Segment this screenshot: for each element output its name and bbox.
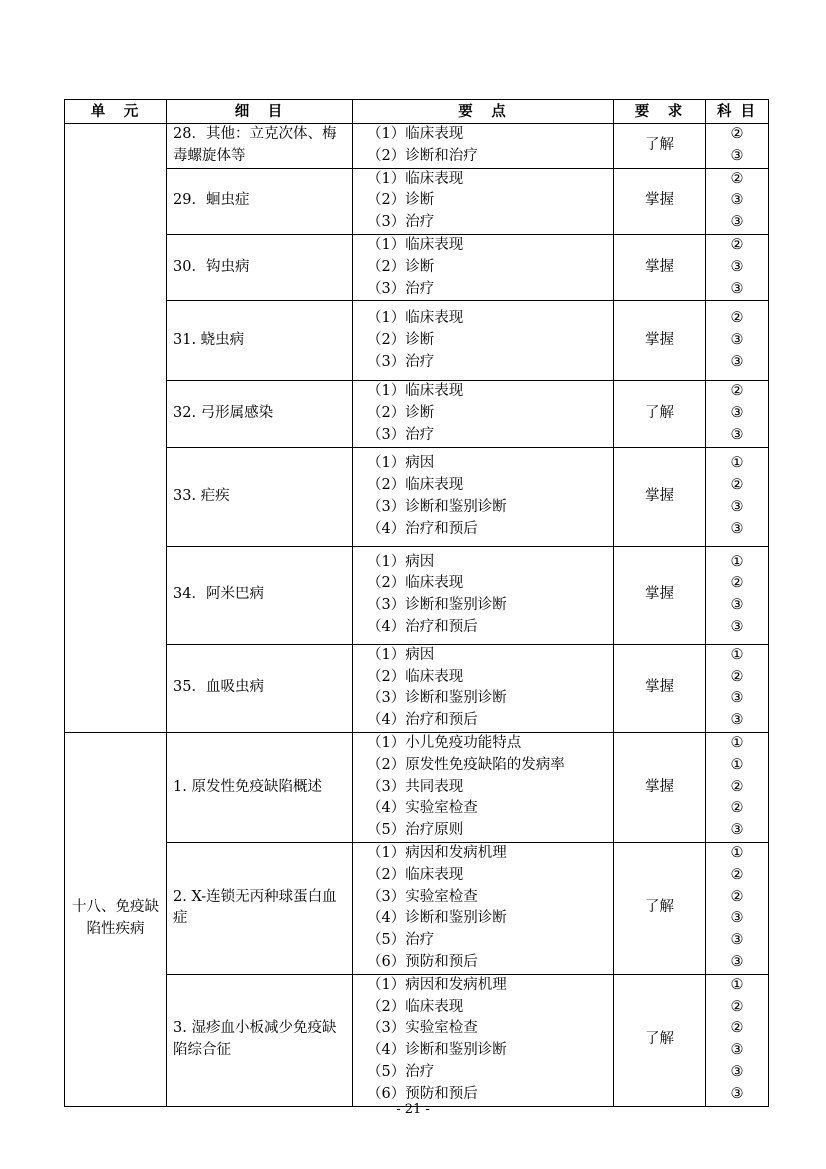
subject-mark: ②: [730, 236, 744, 253]
point-line: （2）临床表现: [367, 668, 464, 685]
subject-mark: ③: [730, 597, 744, 614]
point-line: （2）诊断: [367, 405, 435, 422]
subject-cell: [706, 974, 769, 1106]
points-cell: [353, 447, 614, 546]
item-cell: 33. 疟疾: [167, 447, 353, 546]
subject-mark: ③: [730, 953, 744, 970]
item-cell: 35．血吸虫病: [167, 644, 353, 732]
requirement-cell: 掌握: [614, 644, 706, 732]
table-row: [65, 644, 769, 732]
point-line: （4）治疗和预后: [367, 619, 478, 636]
subject-mark: ③: [730, 932, 744, 949]
point-line: （1）临床表现: [367, 310, 464, 327]
subject-cell: [706, 168, 769, 234]
subject-mark: ③: [730, 619, 744, 636]
unit-cell: [65, 124, 167, 733]
points-cell: [353, 732, 614, 842]
subject-mark: ②: [730, 778, 744, 795]
subject-mark: ③: [730, 192, 744, 209]
table-row: [65, 168, 769, 234]
subject-cell: [706, 381, 769, 447]
points-cell: [353, 168, 614, 234]
subject-mark: ②: [730, 668, 744, 685]
point-line: （1）病因和发病机理: [367, 976, 507, 993]
subject-mark: ②: [730, 1020, 744, 1037]
requirement-cell: 掌握: [614, 546, 706, 644]
point-line: （4）实验室检查: [367, 800, 478, 817]
subject-mark: ③: [730, 910, 744, 927]
requirement-cell: 了解: [614, 381, 706, 447]
unit-cell: 十八、免疫缺陷性疾病: [65, 732, 167, 1106]
point-line: （2）诊断: [367, 331, 435, 348]
points-cell: [353, 842, 614, 974]
subject-cell: [706, 447, 769, 546]
item-cell: 3. 湿疹血小板减少免疫缺陷综合征: [167, 974, 353, 1106]
table-row: [65, 732, 769, 842]
point-line: （5）治疗: [367, 932, 435, 949]
header-item: 细 目: [167, 100, 353, 124]
subject-mark: ③: [730, 520, 744, 537]
point-line: （1）病因和发病机理: [367, 844, 507, 861]
point-line: （3）共同表现: [367, 778, 464, 795]
requirement-cell: 掌握: [614, 301, 706, 381]
subject-mark: ①: [730, 734, 744, 751]
subject-mark: ②: [730, 126, 744, 142]
requirement-cell: 了解: [614, 974, 706, 1106]
header-requirement: 要 求: [614, 100, 706, 124]
points-cell: [353, 124, 614, 169]
table-row: [65, 124, 769, 169]
header-unit: 单 元: [65, 100, 167, 124]
subject-mark: ②: [730, 575, 744, 592]
point-line: （4）治疗和预后: [367, 520, 478, 537]
subject-mark: ②: [730, 383, 744, 400]
subject-mark: ①: [730, 553, 744, 570]
subject-mark: ②: [730, 800, 744, 817]
syllabus-table: [64, 99, 769, 1107]
point-line: （2）临床表现: [367, 866, 464, 883]
points-cell: [353, 381, 614, 447]
point-line: （5）治疗原则: [367, 822, 464, 839]
point-line: （1）病因: [367, 646, 435, 663]
point-line: （2）临床表现: [367, 998, 464, 1015]
subject-mark: ③: [730, 147, 744, 164]
table-row: [65, 842, 769, 974]
point-line: （3）治疗: [367, 280, 435, 297]
subject-cell: [706, 732, 769, 842]
point-line: （1）临床表现: [367, 126, 464, 142]
point-line: （1）病因: [367, 553, 435, 570]
item-cell: 28．其他：立克次体、梅毒螺旋体等: [167, 124, 353, 169]
point-line: （6）预防和预后: [367, 1085, 478, 1102]
table-row: [65, 447, 769, 546]
subject-mark: ②: [730, 866, 744, 883]
header-subject: 科 目: [706, 100, 769, 124]
point-line: （3）治疗: [367, 353, 435, 370]
point-line: （1）临床表现: [367, 236, 464, 253]
point-line: （3）实验室检查: [367, 888, 478, 905]
subject-mark: ②: [730, 170, 744, 187]
subject-mark: ②: [730, 476, 744, 493]
table-header-row: [65, 100, 769, 124]
table-row: [65, 381, 769, 447]
point-line: （5）治疗: [367, 1063, 435, 1080]
requirement-cell: 掌握: [614, 732, 706, 842]
item-cell: 1. 原发性免疫缺陷概述: [167, 732, 353, 842]
subject-mark: ①: [730, 976, 744, 993]
point-line: （1）小儿免疫功能特点: [367, 734, 522, 751]
subject-cell: [706, 234, 769, 300]
subject-mark: ③: [730, 1085, 744, 1102]
subject-mark: ③: [730, 498, 744, 515]
table-row: [65, 301, 769, 381]
subject-mark: ③: [730, 258, 744, 275]
points-cell: [353, 546, 614, 644]
table-row: [65, 546, 769, 644]
subject-mark: ③: [730, 405, 744, 422]
point-line: （4）诊断和鉴别诊断: [367, 910, 507, 927]
table-row: [65, 234, 769, 300]
item-cell: 29．蛔虫症: [167, 168, 353, 234]
points-cell: [353, 644, 614, 732]
subject-mark: ③: [730, 690, 744, 707]
point-line: （1）病因: [367, 455, 435, 472]
subject-cell: [706, 842, 769, 974]
point-line: （2）临床表现: [367, 476, 464, 493]
point-line: （3）实验室检查: [367, 1020, 478, 1037]
subject-mark: ①: [730, 455, 744, 472]
subject-cell: [706, 124, 769, 169]
subject-mark: ③: [730, 214, 744, 231]
subject-mark: ③: [730, 1063, 744, 1080]
subject-mark: ③: [730, 280, 744, 297]
subject-mark: ①: [730, 646, 744, 663]
subject-mark: ②: [730, 888, 744, 905]
points-cell: [353, 301, 614, 381]
subject-mark: ③: [730, 712, 744, 729]
point-line: （3）治疗: [367, 426, 435, 443]
subject-cell: [706, 546, 769, 644]
item-cell: 32. 弓形属感染: [167, 381, 353, 447]
item-cell: 34．阿米巴病: [167, 546, 353, 644]
point-line: （2）诊断和治疗: [367, 147, 478, 164]
point-line: （3）诊断和鉴别诊断: [367, 690, 507, 707]
requirement-cell: 了解: [614, 124, 706, 169]
item-cell: 2. X-连锁无丙种球蛋白血症: [167, 842, 353, 974]
point-line: （2）诊断: [367, 192, 435, 209]
subject-mark: ③: [730, 331, 744, 348]
requirement-cell: 掌握: [614, 447, 706, 546]
item-cell: 31. 蛲虫病: [167, 301, 353, 381]
requirement-cell: 了解: [614, 842, 706, 974]
subject-cell: [706, 644, 769, 732]
points-cell: [353, 234, 614, 300]
point-line: （3）诊断和鉴别诊断: [367, 597, 507, 614]
subject-mark: ③: [730, 1042, 744, 1059]
item-cell: 30．钩虫病: [167, 234, 353, 300]
point-line: （2）诊断: [367, 258, 435, 275]
point-line: （2）临床表现: [367, 575, 464, 592]
subject-mark: ②: [730, 310, 744, 327]
subject-mark: ③: [730, 822, 744, 839]
subject-mark: ①: [730, 844, 744, 861]
requirement-cell: 掌握: [614, 168, 706, 234]
point-line: （1）临床表现: [367, 170, 464, 187]
point-line: （1）临床表现: [367, 383, 464, 400]
subject-mark: ③: [730, 426, 744, 443]
point-line: （4）治疗和预后: [367, 712, 478, 729]
points-cell: [353, 974, 614, 1106]
requirement-cell: 掌握: [614, 234, 706, 300]
header-points: 要 点: [353, 100, 614, 124]
page-number: - 21 -: [396, 1102, 430, 1117]
table-row: [65, 974, 769, 1106]
point-line: （3）诊断和鉴别诊断: [367, 498, 507, 515]
point-line: （4）诊断和鉴别诊断: [367, 1042, 507, 1059]
subject-mark: ②: [730, 998, 744, 1015]
point-line: （6）预防和预后: [367, 953, 478, 970]
subject-mark: ③: [730, 353, 744, 370]
subject-cell: [706, 301, 769, 381]
point-line: （2）原发性免疫缺陷的发病率: [367, 756, 565, 773]
point-line: （3）治疗: [367, 214, 435, 231]
subject-mark: ①: [730, 756, 744, 773]
